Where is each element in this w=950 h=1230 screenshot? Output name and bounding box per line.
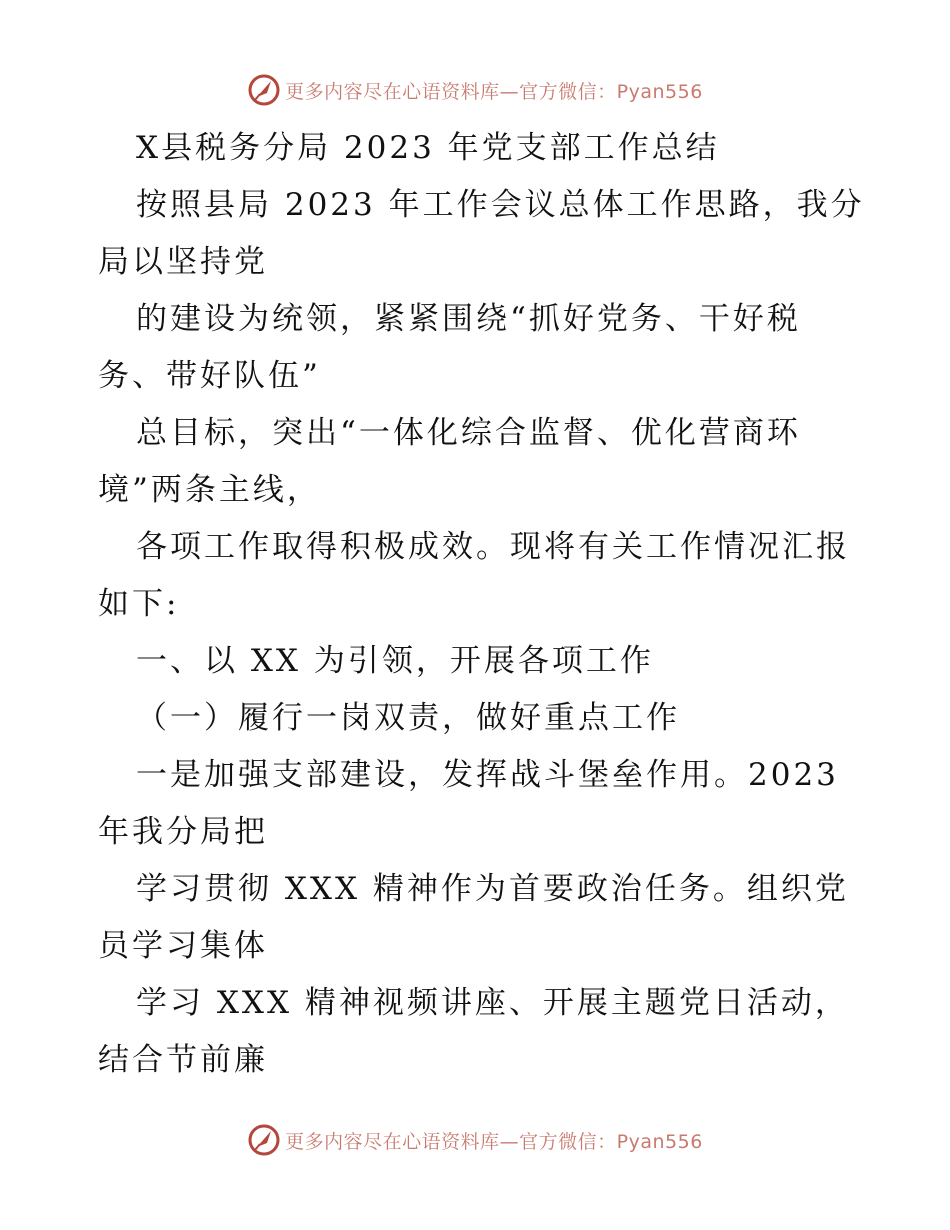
watermark-footer <box>0 1120 950 1160</box>
document-body <box>98 120 865 1089</box>
text-line: 按照县局 2023 年工作会议总体工作思路，我分 <box>136 187 865 223</box>
text-line: 年我分局把 <box>98 814 268 850</box>
text-line: 员学习集体 <box>98 928 268 964</box>
text-line: 各项工作取得积极成效。现将有关工作情况汇报 <box>136 529 850 565</box>
text-line: 的建设为统领，紧紧围绕“抓好党务、干好税 <box>136 301 801 337</box>
text-line: 总目标，突出“一体化综合监督、优化营商环 <box>136 415 801 451</box>
text-line: 局以坚持党 <box>98 244 268 280</box>
text-line: 如下: <box>98 586 180 622</box>
text-line: 一、以 XX 为引领，开展各项工作 <box>136 643 654 679</box>
text-line: 结合节前廉 <box>98 1042 268 1078</box>
text-line: 务、带好队伍” <box>98 358 321 394</box>
watermark-header <box>0 70 950 110</box>
text-line: 境”两条主线， <box>98 472 321 508</box>
text-line: 学习贯彻 XXX 精神作为首要政治任务。组织党 <box>136 871 849 907</box>
watermark-text: 更多内容尽在心语资料库—官方微信：Pyan556 <box>285 1130 703 1153</box>
text-line: 一是加强支部建设，发挥战斗堡垒作用。2023 <box>136 757 839 793</box>
text-line: （一）履行一岗双责，做好重点工作 <box>136 700 680 736</box>
quill-logo-icon <box>247 73 281 107</box>
text-line: X县税务分局 2023 年党支部工作总结 <box>136 130 720 166</box>
quill-logo-icon <box>247 1123 281 1157</box>
watermark-text: 更多内容尽在心语资料库—官方微信：Pyan556 <box>285 80 703 103</box>
text-line: 学习 XXX 精神视频讲座、开展主题党日活动， <box>136 985 849 1021</box>
